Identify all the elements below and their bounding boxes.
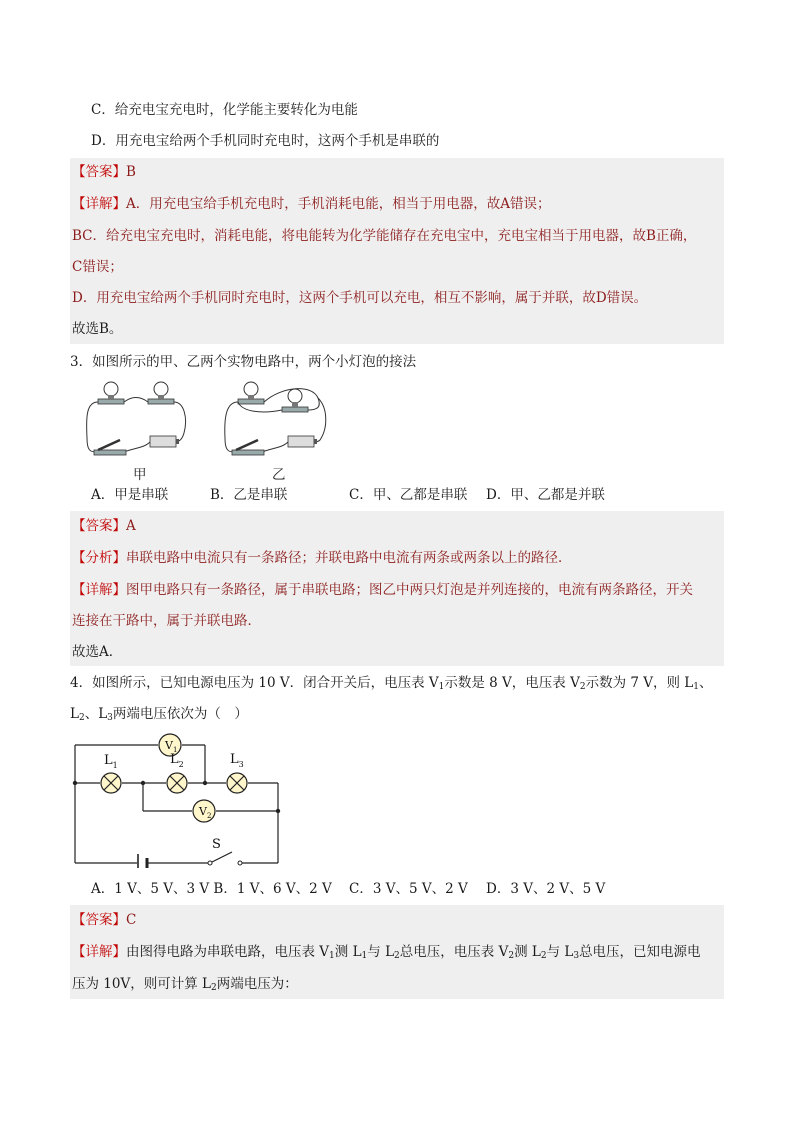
q3-label-yi: 乙 <box>272 467 286 483</box>
answer-tag: 【答案】 <box>72 518 126 534</box>
v2-label: $V_2$ <box>199 805 212 820</box>
q2-option-c: C．给充电宝充电时，化学能主要转化为电能 <box>91 102 358 118</box>
battery-icon <box>150 436 176 447</box>
q4-stem-line-1: 4．如图所示，已知电源电压为 10 V．闭合开关后，电压表 $V_1$示数是 8 V，电压表 $V_2$示数为 7 V，则 $L_1$、 <box>70 675 713 692</box>
q3-option-a: A．甲是串联 <box>91 487 169 503</box>
q4-detail-line-2: 压为 10V，则可计算 $L_2$两端电压为： <box>72 976 298 993</box>
detail-tag: 【详解】 <box>72 196 126 212</box>
analysis-tag: 【分析】 <box>72 550 126 566</box>
v1-label: $V_1$ <box>165 739 178 754</box>
q2-option-d: D．用充电宝给两个手机同时充电时，这两个手机是串联的 <box>91 133 440 149</box>
light-bulb-icon <box>154 382 168 396</box>
q4-option-d: D．3 V、2 V、5 V <box>486 881 606 897</box>
q2-answer-row <box>72 162 136 182</box>
light-bulb-icon <box>244 382 258 396</box>
lamp-l3-icon <box>227 773 247 793</box>
light-bulb-icon <box>104 382 118 396</box>
detail-tag: 【详解】 <box>72 582 126 598</box>
q3-option-c: C．甲、乙都是串联 <box>349 487 468 503</box>
q4-option-c: C．3 V、5 V、2 V <box>349 881 468 897</box>
detail-text: A．用充电宝给手机充电时，手机消耗电能，相当于用电器，故A错误； <box>126 196 551 212</box>
q2-detail-line-2: BC．给充电宝充电时，消耗电能，将电能转为化学能储存在充电宝中，充电宝相当于用电器，故B正确， <box>72 228 697 244</box>
q4-detail-line-1: 【详解】由图得电路为串联电路，电压表 $V_1$测 $L_1$与 $L_2$总电压，电压表 $V_2$测 $L_2$与 $L_3$总电压，已知电源电 <box>72 944 701 961</box>
answer-value: C <box>126 912 137 928</box>
answer-value: A <box>126 518 136 534</box>
q3-detail-line-1 <box>72 580 693 600</box>
q2-answer-box <box>70 158 724 344</box>
q2-detail-line-4: D．用充电宝给两个手机同时充电时，这两个手机可以充电，相互不影响，属于并联，故D错误。 <box>72 290 648 306</box>
q3-answer-row <box>72 516 136 536</box>
answer-value: B <box>126 164 136 180</box>
detail-tag: 【详解】 <box>72 944 126 960</box>
q3-label-jia: 甲 <box>133 467 147 483</box>
q2-detail-line-1 <box>72 194 551 214</box>
detail-text: 图甲电路只有一条路径，属于串联电路；图乙中两只灯泡是并列连接的，电流有两条路径，开关 <box>126 582 693 598</box>
q3-analysis-line <box>72 548 572 568</box>
q4-answer-box <box>70 905 724 999</box>
switch-label: S <box>212 837 221 852</box>
q3-figure-yi <box>222 378 332 478</box>
l1-label: $L_1$ <box>104 753 118 770</box>
q3-figure-jia <box>84 378 194 478</box>
answer-tag: 【答案】 <box>72 164 126 180</box>
l3-label: $L_3$ <box>230 752 244 769</box>
switch-icon <box>208 861 212 865</box>
q3-option-d: D．甲、乙都是并联 <box>486 487 605 503</box>
q4-circuit-diagram <box>70 728 286 868</box>
q3-conclusion: 故选A． <box>72 644 123 660</box>
lamp-l2-icon <box>167 773 187 793</box>
q4-stem-line-2: $L_2$、$L_3$两端电压依次为（ ） <box>70 706 248 723</box>
light-bulb-icon <box>288 389 302 403</box>
q4-answer-row <box>72 910 136 930</box>
analysis-text: 串联电路中电流只有一条路径；并联电路中电流有两条或两条以上的路径． <box>126 550 572 566</box>
q3-option-b: B．乙是串联 <box>210 487 288 503</box>
lamp-l1-icon <box>101 773 121 793</box>
l2-label: $L_2$ <box>170 752 184 769</box>
q4-option-ab: A．1 V、5 V、3 V B．1 V、6 V、2 V <box>91 881 332 897</box>
lamp-holder-icon <box>282 407 308 412</box>
answer-tag: 【答案】 <box>72 912 126 928</box>
q2-conclusion: 故选B。 <box>72 321 123 337</box>
q3-stem: 3．如图所示的甲、乙两个实物电路中，两个小灯泡的接法 <box>70 354 417 370</box>
q3-detail-line-2: 连接在干路中，属于并联电路． <box>72 613 261 629</box>
battery-icon <box>288 436 314 447</box>
q2-detail-line-3: C错误； <box>72 259 123 275</box>
q3-answer-box <box>70 511 724 666</box>
